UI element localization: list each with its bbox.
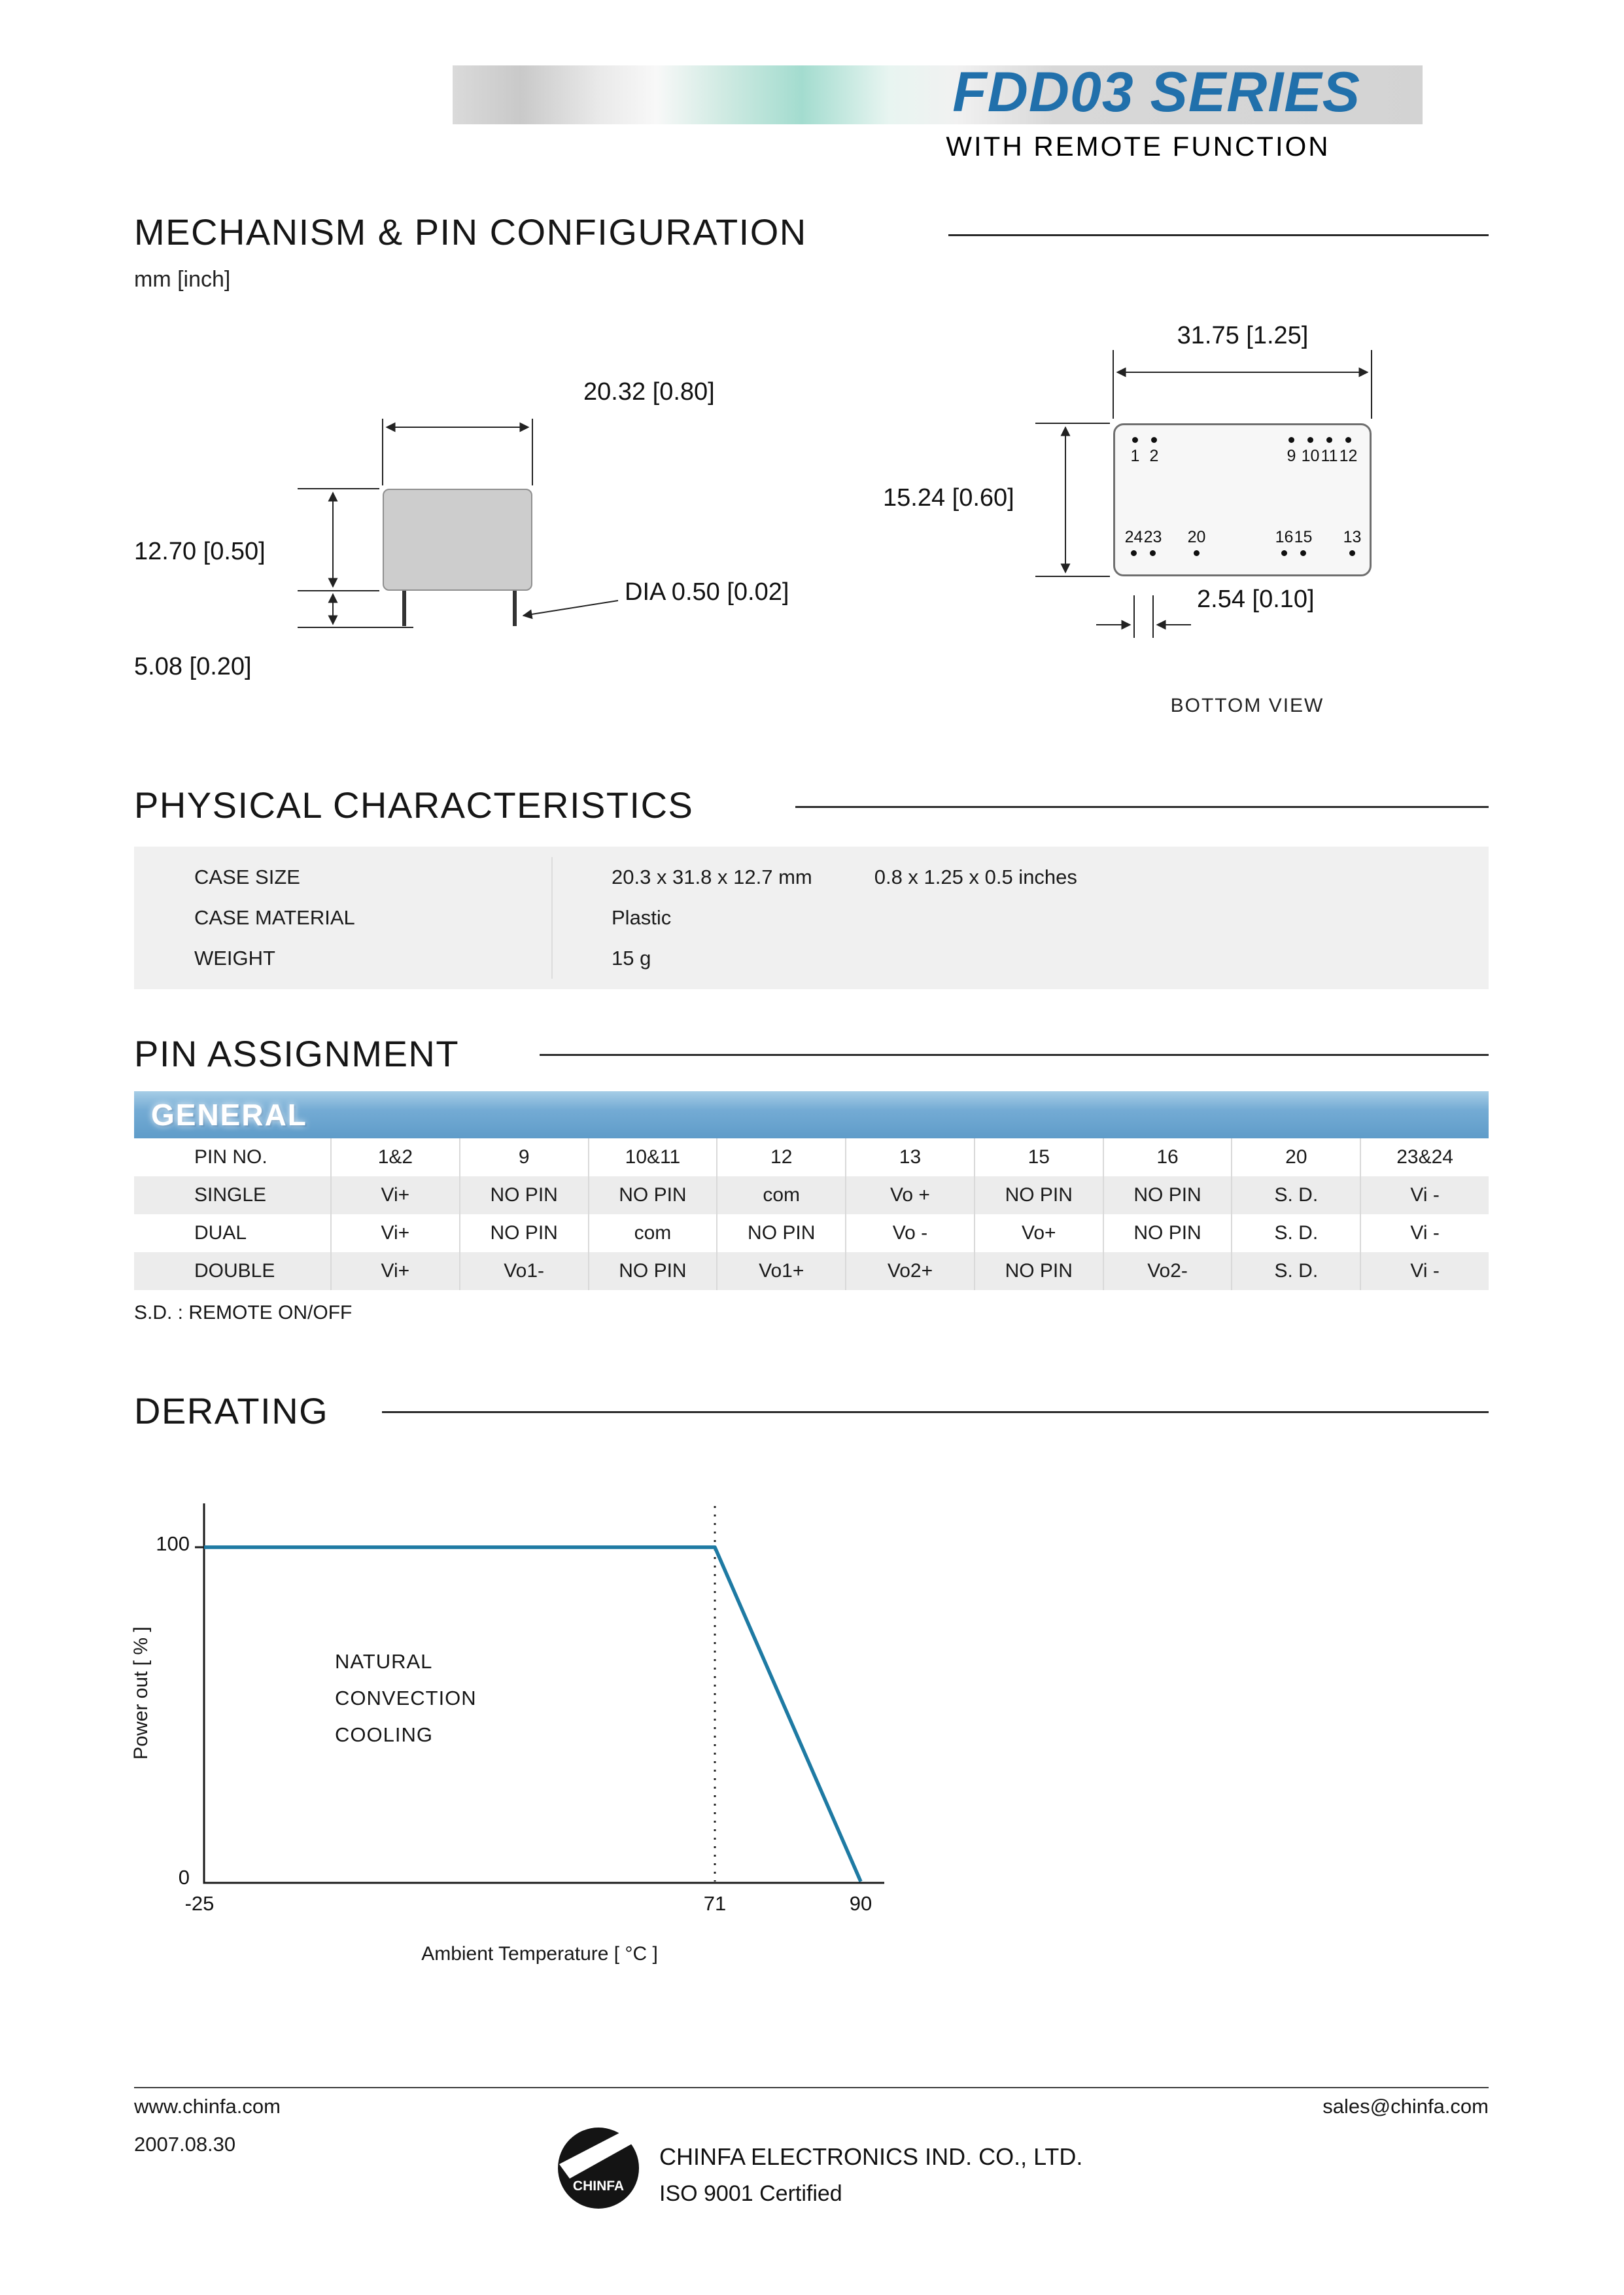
pin-number: 23 [1143,528,1162,546]
chart-annotation [335,1643,477,1753]
pin-col-header: 12 [716,1138,845,1176]
pin-cell: Vi+ [330,1214,459,1252]
section-rule [795,806,1489,808]
footer-certification: ISO 9001 Certified [659,2181,842,2206]
pin-cell: Vi+ [330,1252,459,1290]
pin-group-bottom-right [1275,529,1313,556]
dim-bottom-width: 31.75 [1.25] [1177,322,1309,349]
pin-table-row-dual [134,1214,1489,1252]
logo-text: CHINFA [572,2179,625,2194]
chart-x-tick-90: 90 [849,1892,872,1915]
pin-group-bottom-13 [1343,529,1362,556]
pin-col-header: 13 [845,1138,974,1176]
dim-pin-diameter: DIA 0.50 [0.02] [625,578,789,606]
pin-dot [1151,437,1157,443]
physical-characteristics-table [134,847,1489,989]
section-rule [382,1411,1489,1413]
pin-cell: Vo+ [974,1214,1103,1252]
dim-side-height: 12.70 [0.50] [134,538,266,565]
bottom-view-body [1113,423,1372,576]
pin-dot [1345,437,1351,443]
pin-col-header: 10&11 [588,1138,717,1176]
pin-number: 15 [1294,528,1313,546]
annotation-line: NATURAL [335,1650,433,1673]
chart-y-tick-0: 0 [178,1866,190,1889]
page-title: FDD03 SERIES [952,61,1360,124]
pin-dot [1326,437,1332,443]
section-title-derating: DERATING [134,1390,329,1431]
units-label: mm [inch] [134,267,231,292]
pin-col-header: 15 [974,1138,1103,1176]
footer-company-name: CHINFA ELECTRONICS IND. CO., LTD. [659,2143,1083,2170]
pin-col-header: 1&2 [330,1138,459,1176]
pin-group-top-left [1126,437,1164,464]
pin-dot [1131,550,1137,556]
row-label: DOUBLE [194,1260,275,1282]
value-metric: Plastic [612,906,672,929]
pin-number: 11 [1321,447,1338,465]
pin-number: 12 [1339,447,1358,465]
pin-cell: Vo2- [1103,1252,1232,1290]
pin-dot [1300,550,1306,556]
footer-date: 2007.08.30 [134,2133,236,2156]
chart-y-tick-100: 100 [156,1532,190,1555]
chart-derating-line [204,1547,861,1882]
section-rule [540,1054,1489,1056]
section-rule [948,234,1489,236]
pin-cell: NO PIN [588,1176,717,1214]
website-link[interactable]: www.chinfa.com [134,2095,281,2118]
pin-cell: S. D. [1231,1214,1360,1252]
pin-cell: Vi - [1360,1176,1489,1214]
pin-cell: NO PIN [588,1252,717,1290]
pin-cell: NO PIN [1103,1176,1232,1214]
pin-dot [1307,437,1313,443]
table-row [134,938,1489,979]
pin-dot [1132,437,1138,443]
row-label: WEIGHT [194,947,275,970]
section-title-physical: PHYSICAL CHARACTERISTICS [134,784,694,826]
section-title-mechanism: MECHANISM & PIN CONFIGURATION [134,211,807,253]
pin-dot [1194,550,1200,556]
table-row [134,857,1489,898]
pin-col-header: 9 [459,1138,588,1176]
row-value [551,938,1489,979]
row-label: DUAL [194,1222,247,1244]
pin-cell: com [588,1214,717,1252]
chart-y-axis-label: Power out [ % ] [130,1626,152,1760]
pin-group-top-right [1282,437,1358,464]
pin-cell: Vo1- [459,1252,588,1290]
bottom-view-caption: BOTTOM VIEW [1170,695,1324,716]
derating-chart [195,1503,884,1883]
pin-col-header: 23&24 [1360,1138,1489,1176]
pin-cell: Vi - [1360,1214,1489,1252]
row-label: CASE SIZE [194,866,300,888]
dim-pin-length: 5.08 [0.20] [134,653,252,680]
pin-dot [1349,550,1355,556]
pin-cell: NO PIN [974,1252,1103,1290]
value-metric: 15 g [612,947,651,970]
pin-number: 16 [1275,528,1294,546]
pin-cell: NO PIN [716,1214,845,1252]
row-value [551,898,1489,938]
pin-cell: NO PIN [974,1176,1103,1214]
annotation-line: COOLING [335,1723,433,1746]
pin-table-row-double [134,1252,1489,1290]
chart-axes [204,1503,884,1883]
pin-cell: S. D. [1231,1176,1360,1214]
table-row [134,898,1489,938]
pin-number: 9 [1287,447,1296,465]
pin-group-bottom-20 [1187,529,1206,556]
pin-number: 1 [1130,447,1140,465]
general-label: GENERAL [151,1098,307,1132]
chart-x-tick-71: 71 [703,1892,727,1915]
general-group-header [134,1091,1489,1138]
pin-cell: NO PIN [1103,1214,1232,1252]
pin-cell: Vo - [845,1214,974,1252]
section-title-pin-assignment: PIN ASSIGNMENT [134,1033,460,1074]
chart-x-tick-minus25: -25 [184,1892,215,1915]
pin-number: 20 [1187,528,1206,546]
pin-table-header-row [134,1138,1489,1176]
pin-col-header: 16 [1103,1138,1232,1176]
pin-dot [1150,550,1156,556]
pin-assignment-footnote: S.D. : REMOTE ON/OFF [134,1302,353,1323]
side-view-body [383,489,532,591]
pin-cell: NO PIN [459,1214,588,1252]
dim-bottom-height: 15.24 [0.60] [883,484,1014,512]
pin-cell: Vo + [845,1176,974,1214]
pin-number: 13 [1343,528,1362,546]
dim-side-width: 20.32 [0.80] [583,378,715,406]
row-value [551,857,1489,898]
pin-number: 10 [1301,447,1320,465]
pin-cell: Vi+ [330,1176,459,1214]
pin-cell: S. D. [1231,1252,1360,1290]
email-link[interactable]: sales@chinfa.com [1322,2095,1489,2118]
chinfa-logo [553,2118,644,2218]
pin-number: 24 [1124,528,1143,546]
pin-assignment-table [134,1138,1489,1290]
dim-pin-pitch: 2.54 [0.10] [1197,586,1315,613]
page-subtitle: WITH REMOTE FUNCTION [946,131,1330,162]
value-imperial: 0.8 x 1.25 x 0.5 inches [874,866,1077,888]
value-metric: 20.3 x 31.8 x 12.7 mm [612,866,812,888]
pin-table-row-single [134,1176,1489,1214]
side-view-pins [404,591,515,626]
pin-number: 2 [1149,447,1159,465]
footer-rule [134,2087,1489,2088]
pin-cell: Vi - [1360,1252,1489,1290]
row-label: CASE MATERIAL [194,906,355,929]
pin-dot [1288,437,1294,443]
pin-dot [1281,550,1287,556]
pin-col-header: 20 [1231,1138,1360,1176]
row-label: SINGLE [194,1184,267,1206]
annotation-line: CONVECTION [335,1687,477,1709]
row-label: PIN NO. [194,1146,268,1168]
pin-group-bottom-left [1124,529,1162,556]
chart-x-axis-label: Ambient Temperature [ °C ] [421,1943,658,1965]
pin-cell: com [716,1176,845,1214]
pin-cell: Vo2+ [845,1252,974,1290]
pin-cell: Vo1+ [716,1252,845,1290]
pin-cell: NO PIN [459,1176,588,1214]
